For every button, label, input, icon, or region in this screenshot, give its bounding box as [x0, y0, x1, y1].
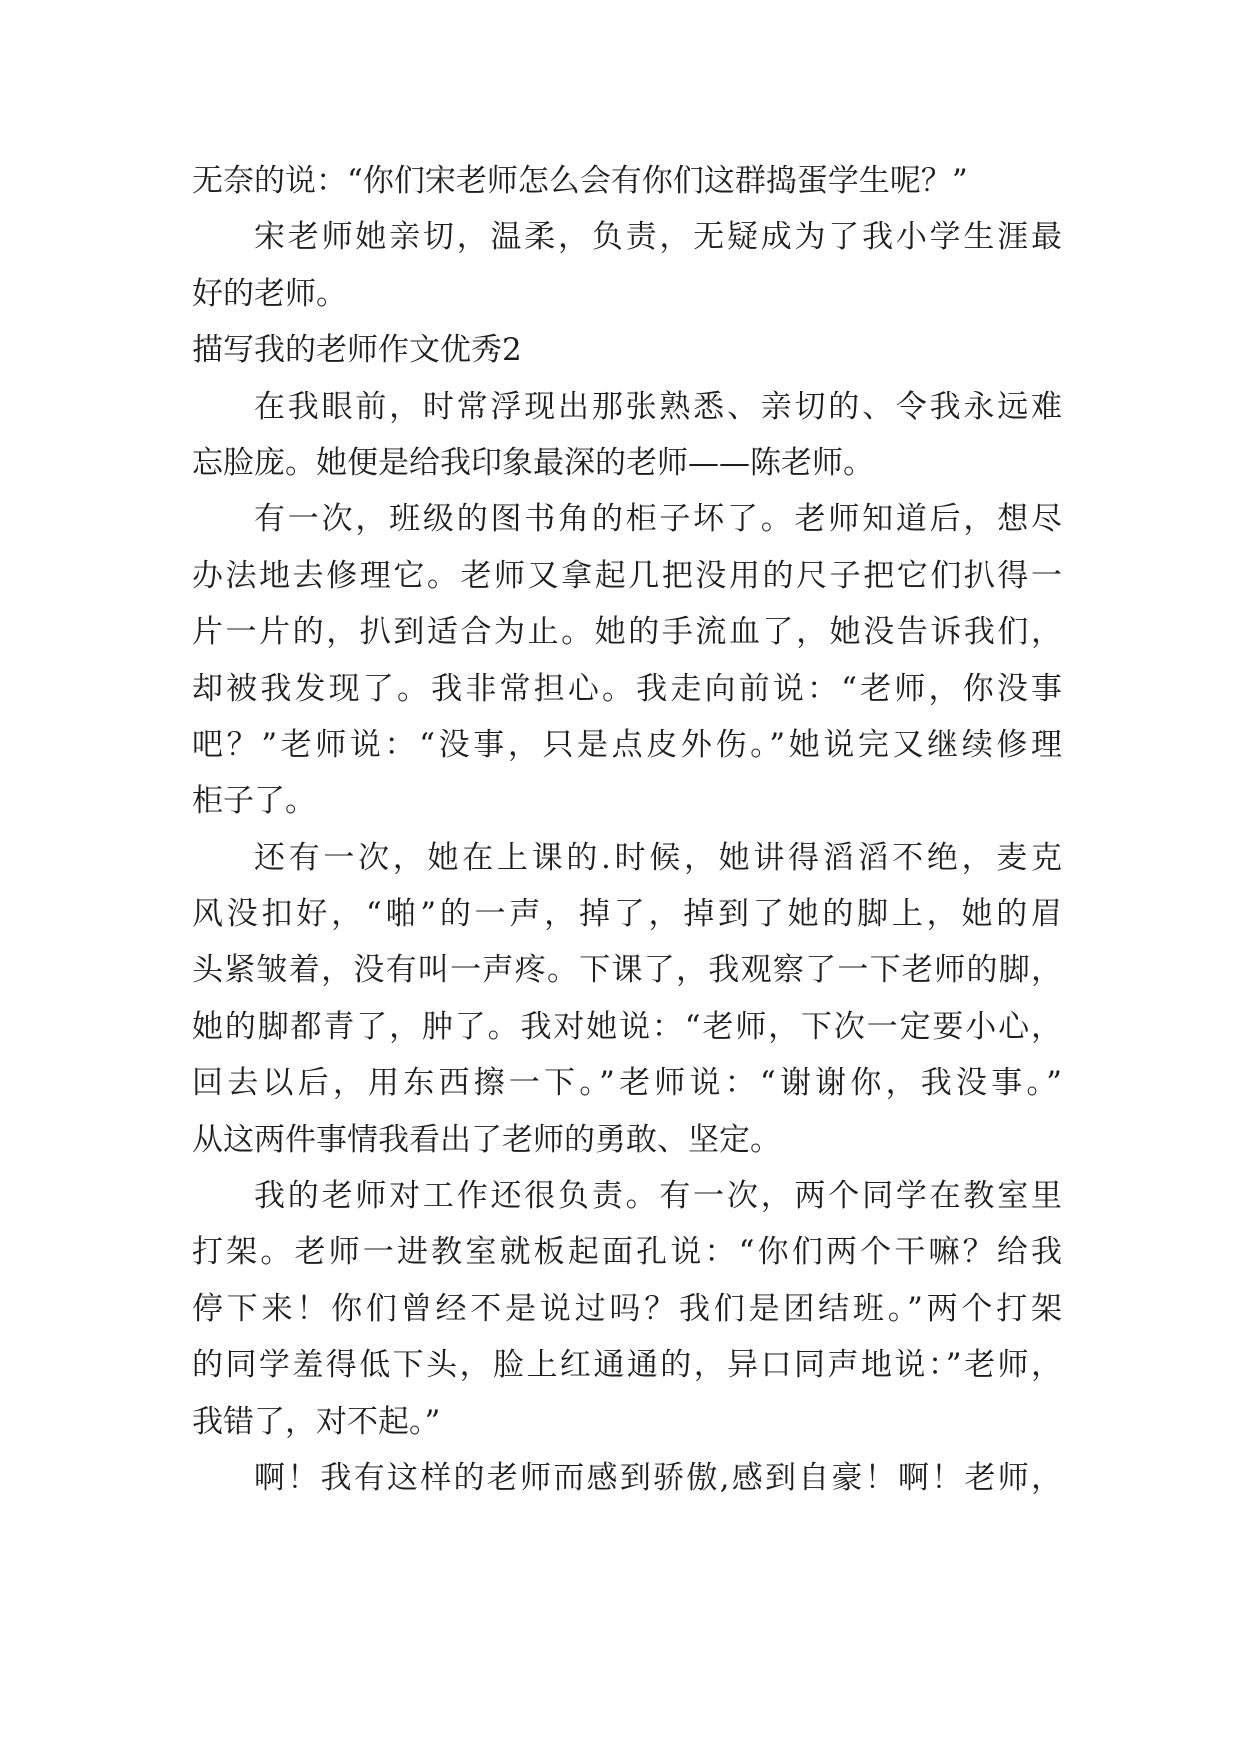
text-line: 啊！我有这样的老师而感到骄傲,感到自豪！啊！老师， — [254, 1459, 1062, 1496]
text-line: 无奈的说：“你们宋老师怎么会有你们这群捣蛋学生呢？” — [192, 163, 968, 199]
section-heading: 描写我的老师作文优秀2 — [192, 332, 522, 369]
text-line: 从这两件事情我看出了老师的勇敢、坚定。 — [192, 1121, 781, 1158]
text-line: 回去以后，用东西擦一下。”老师说：“谢谢你，我没事。” — [192, 1065, 1062, 1102]
text-line: 有一次，班级的图书角的柜子坏了。老师知道后，想尽 — [254, 501, 1062, 538]
text-line: 在我眼前，时常浮现出那张熟悉、亲切的、令我永远难 — [254, 388, 1062, 425]
text-line: 她的脚都青了，肿了。我对她说：“老师，下次一定要小心， — [192, 1008, 1062, 1045]
text-line: 头紧皱着，没有叫一声疼。下课了，我观察了一下老师的脚， — [192, 952, 1062, 989]
essay-body — [192, 153, 1062, 1506]
text-line: 停下来！你们曾经不是说过吗？我们是团结班。”两个打架 — [192, 1290, 1062, 1327]
text-line: 还有一次，她在上课的.时候，她讲得滔滔不绝，麦克 — [254, 839, 1062, 876]
text-line: 的同学羞得低下头，脸上红通通的，异口同声地说：”老师， — [192, 1347, 1062, 1384]
text-line: 柜子了。 — [192, 783, 316, 820]
text-line: 忘脸庞。她便是给我印象最深的老师——陈老师。 — [192, 444, 874, 481]
text-line: 我的老师对工作还很负责。有一次，两个同学在教室里 — [254, 1178, 1062, 1215]
text-line: 吧？”老师说：“没事，只是点皮外伤。”她说完又继续修理 — [192, 726, 1062, 763]
text-line: 却被我发现了。我非常担心。我走向前说：“老师，你没事 — [192, 670, 1062, 707]
text-line: 宋老师她亲切，温柔，负责，无疑成为了我小学生涯最 — [254, 219, 1062, 256]
text-line: 好的老师。 — [192, 275, 347, 312]
text-line: 风没扣好，“啪”的一声，掉了，掉到了她的脚上，她的眉 — [192, 896, 1062, 933]
text-line: 打架。老师一进教室就板起面孔说：“你们两个干嘛？给我 — [192, 1234, 1062, 1271]
text-line: 片一片的，扒到适合为止。她的手流血了，她没告诉我们， — [192, 614, 1062, 651]
text-line: 办法地去修理它。老师又拿起几把没用的尺子把它们扒得一 — [192, 557, 1062, 594]
text-line: 我错了，对不起。” — [192, 1403, 441, 1440]
